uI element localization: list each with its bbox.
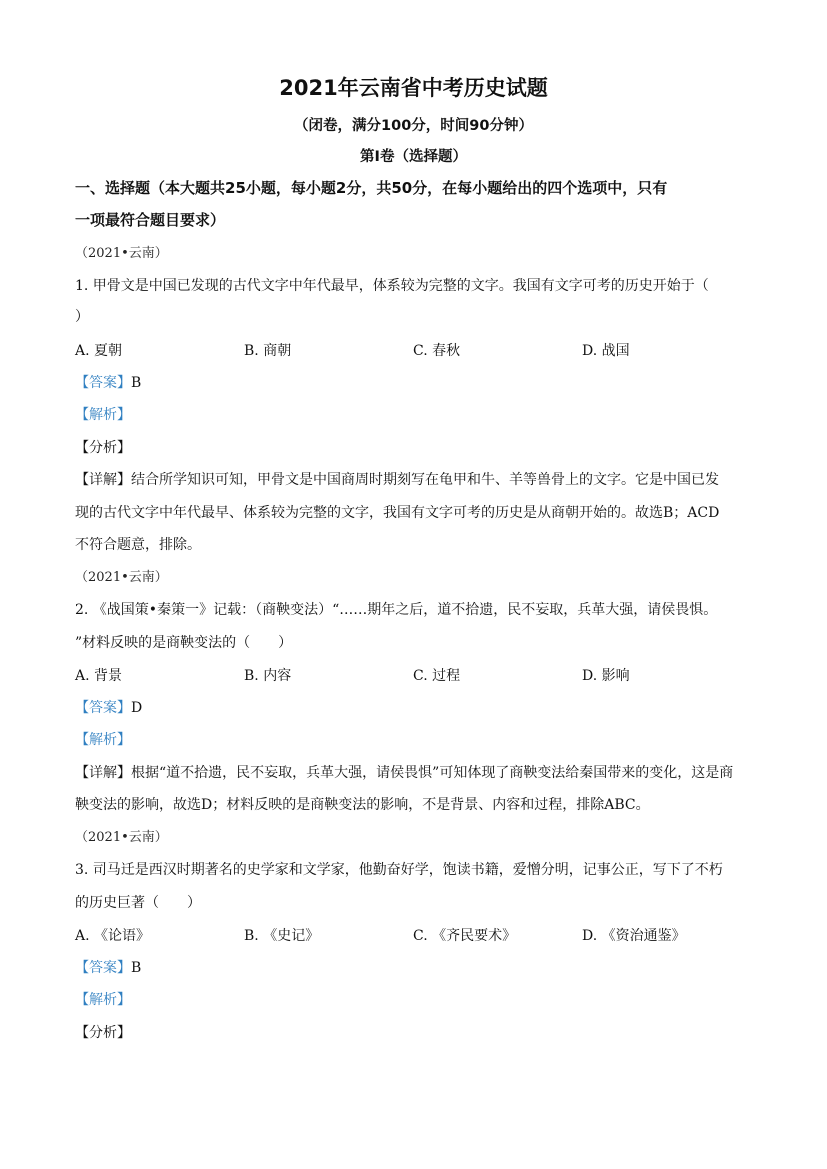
answer-label: 【答案】 [75, 375, 131, 391]
answer-value: B [131, 960, 142, 976]
question-1-option-b: B. 商朝 [244, 343, 292, 359]
question-2-stem-line2: ”材料反映的是商鞅变法的（ ） [75, 635, 293, 651]
question-3-option-c: C. 《齐民要术》 [413, 928, 517, 944]
question-1-answer [75, 373, 755, 393]
volume-heading: 第Ⅰ卷（选择题） [360, 149, 467, 165]
question-1-detail-line2: 现的古代文字中年代最早、体系较为完整的文字，我国有文字可考的历史是从商朝开始的。故选B；ACD [75, 505, 720, 521]
question-2-detail-line2: 鞅变法的影响，故选D；材料反映的是商鞅变法的影响，不是背景、内容和过程，排除ABC。 [75, 797, 650, 813]
question-3-option-a: A. 《论语》 [75, 928, 151, 944]
question-2-option-b: B. 内容 [244, 668, 292, 684]
question-1-stem-line2: ） [75, 309, 89, 325]
question-2-detail-line1: 【详解】根据“道不拾遗，民不妄取，兵革大强，请侯畏惧”可知体现了商鞅变法给秦国带来的变化，这是商 [75, 765, 734, 781]
question-1-analysis-label: 【解析】 [75, 407, 131, 423]
question-2-answer [75, 698, 755, 718]
question-1-option-d: D. 战国 [582, 343, 630, 359]
question-1-fenxi-label: 【分析】 [75, 440, 131, 456]
question-1-detail-line1: 【详解】结合所学知识可知，甲骨文是中国商周时期刻写在龟甲和牛、羊等兽骨上的文字。它是中国已发 [75, 472, 719, 488]
question-3-source: （2021•云南） [75, 830, 168, 845]
answer-label: 【答案】 [75, 700, 131, 716]
question-2-option-d: D. 影响 [582, 668, 630, 684]
question-3-stem-line1: 3. 司马迁是西汉时期著名的史学家和文学家，他勤奋好学，饱读书籍，爱憎分明，记事公正，写下了不朽 [75, 862, 723, 878]
question-3-fenxi-label: 【分析】 [75, 1025, 131, 1041]
question-2-option-a: A. 背景 [75, 668, 123, 684]
answer-value: B [131, 375, 142, 391]
exam-subtitle: （闭卷，满分100分，时间90分钟） [294, 118, 533, 134]
question-3-analysis-label: 【解析】 [75, 992, 131, 1008]
question-1-source: （2021•云南） [75, 246, 168, 261]
section-heading-line2: 一项最符合题目要求） [75, 211, 226, 229]
answer-value: D [131, 700, 143, 716]
question-1-detail-line3: 不符合题意，排除。 [75, 537, 201, 553]
question-3-answer [75, 958, 755, 978]
question-2-stem-line1: 2. 《战国策•秦策一》记载：（商鞅变法）“……期年之后，道不拾遗，民不妄取，兵革大强，请侯畏惧。 [75, 602, 718, 618]
question-1-option-a: A. 夏朝 [75, 343, 123, 359]
question-2-source: （2021•云南） [75, 570, 168, 585]
question-1-stem-line1: 1. 甲骨文是中国已发现的古代文字中年代最早，体系较为完整的文字。我国有文字可考的历史开始于（ [75, 278, 709, 294]
section-heading-line1: 一、选择题（本大题共25小题，每小题2分，共50分，在每小题给出的四个选项中，只有 [75, 179, 668, 197]
question-2-analysis-label: 【解析】 [75, 732, 131, 748]
question-2-option-c: C. 过程 [413, 668, 461, 684]
question-3-option-b: B. 《史记》 [244, 928, 320, 944]
question-3-option-d: D. 《资治通鉴》 [582, 928, 686, 944]
page-title: 2021年云南省中考历史试题 [279, 76, 548, 100]
answer-label: 【答案】 [75, 960, 131, 976]
question-1-option-c: C. 春秋 [413, 343, 461, 359]
question-3-stem-line2: 的历史巨著（ ） [75, 895, 201, 911]
